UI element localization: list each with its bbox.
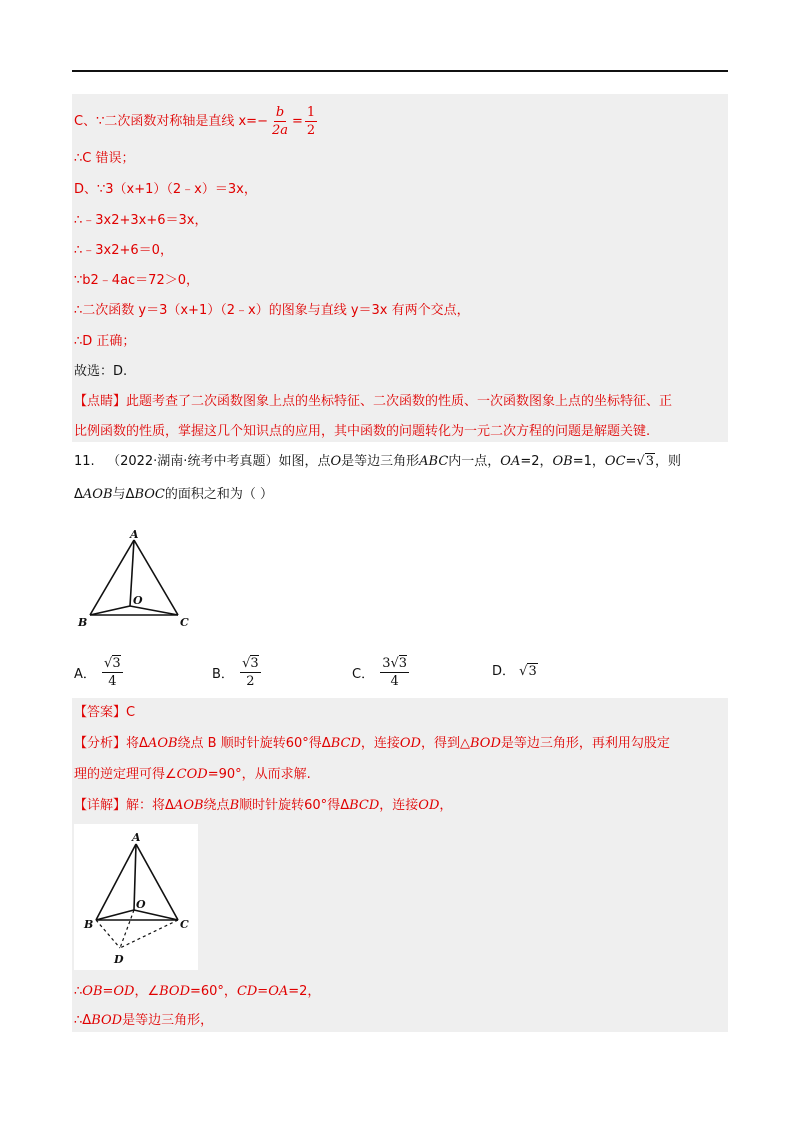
question-number: 11. <box>74 454 95 469</box>
label-c: C <box>180 616 189 629</box>
analysis-line-1: 【分析】将ΔAOB绕点 B 顺时针旋转60°得ΔBCD，连接OD，得到△BOD是等边三角形，再利用勾股定 <box>74 736 670 751</box>
edge-ab <box>90 540 134 615</box>
line-dianjing-1: 【点睛】此题考查了二次函数图象上点的坐标特征、二次函数的性质、一次函数图象上点的坐标特征、正 <box>74 394 673 409</box>
label-d: D <box>114 953 124 966</box>
analysis-line-2: 理的逆定理可得∠COD=90°，从而求解. <box>74 767 311 782</box>
line-intersections: ∴二次函数 y＝3（x+1）（2﹣x）的图象与直线 y＝3x 有两个交点， <box>74 303 470 318</box>
label-a: A <box>130 528 139 541</box>
question-line-1: 11. （2022·湖南·统考中考真题）如图，点O是等边三角形ABC内一点，OA=2，OB=1，OC=√3，则 <box>74 454 682 469</box>
line-dianjing-2: 比例函数的性质，掌握这几个知识点的应用，其中函数的问题转化为一元二次方程的问题是解题关键. <box>74 424 651 439</box>
segment-oc <box>130 606 178 615</box>
line-option-c-analysis: C、∵二次函数对称轴是直线 x=− $\frac{b}{2a}$ = $\frac{1}{2}$ <box>74 105 316 138</box>
figure-triangle-abc <box>74 526 204 630</box>
question-line-2: ΔAOB与ΔBOC的面积之和为（ ） <box>74 487 273 502</box>
segment-ob <box>96 910 134 920</box>
line-d-correct: ∴D 正确； <box>74 334 136 349</box>
line-step-1: ∴﹣3x2+3x+6＝3x， <box>74 213 208 228</box>
dashed-cd <box>120 920 178 948</box>
answer-value: C <box>126 705 136 720</box>
line-d-equation: D、∵3（x+1）（2﹣x）＝3x， <box>74 182 257 197</box>
line-discriminant: ∵b2﹣4ac＝72＞0， <box>74 273 199 288</box>
fraction-b-over-2a: $\frac{b}{2a}$ <box>271 105 289 138</box>
option-a[interactable]: A． $\frac{√3}{4}$ <box>74 656 121 689</box>
answer-tag: 【答案】 <box>74 705 127 720</box>
dianjing-tag: 【点睛】 <box>74 394 127 409</box>
label-o: O <box>133 594 143 607</box>
answer-line <box>74 703 135 723</box>
option-d[interactable]: D． √3 <box>492 664 537 679</box>
line-choice: 故选：D. <box>74 364 128 379</box>
fraction-one-half: $\frac{1}{2}$ <box>306 105 316 138</box>
label-o: O <box>136 898 146 911</box>
line-step-2: ∴﹣3x2+6＝0， <box>74 243 173 258</box>
label-c: C <box>180 918 189 931</box>
step-line-2: ∴ΔBOD是等边三角形， <box>74 1013 214 1028</box>
label-a: A <box>132 831 141 844</box>
dashed-od <box>120 910 134 948</box>
solution-block-top <box>72 94 728 442</box>
line-c-wrong: ∴C 错误； <box>74 151 135 166</box>
segment-ob <box>90 606 130 615</box>
edge-ab <box>96 844 136 920</box>
detail-tag: 【详解】 <box>74 798 127 813</box>
step-line-1: ∴OB=OD，∠BOD=60°，CD=OA=2， <box>74 984 321 999</box>
dashed-bd <box>96 920 120 948</box>
analysis-tag: 【分析】 <box>74 736 127 751</box>
option-c[interactable]: C． $\frac{3√3}{4}$ <box>352 656 408 689</box>
option-b[interactable]: B． $\frac{√3}{2}$ <box>212 656 259 689</box>
detail-line: 【详解】解：将ΔAOB绕点B顺时针旋转60°得ΔBCD，连接OD， <box>74 798 453 813</box>
segment-oc <box>134 910 178 920</box>
figure-rotation-bod <box>74 824 198 970</box>
label-b: B <box>84 918 94 931</box>
header-rule <box>72 70 728 72</box>
label-b: B <box>78 616 88 629</box>
sqrt-3: √3 <box>636 454 654 469</box>
